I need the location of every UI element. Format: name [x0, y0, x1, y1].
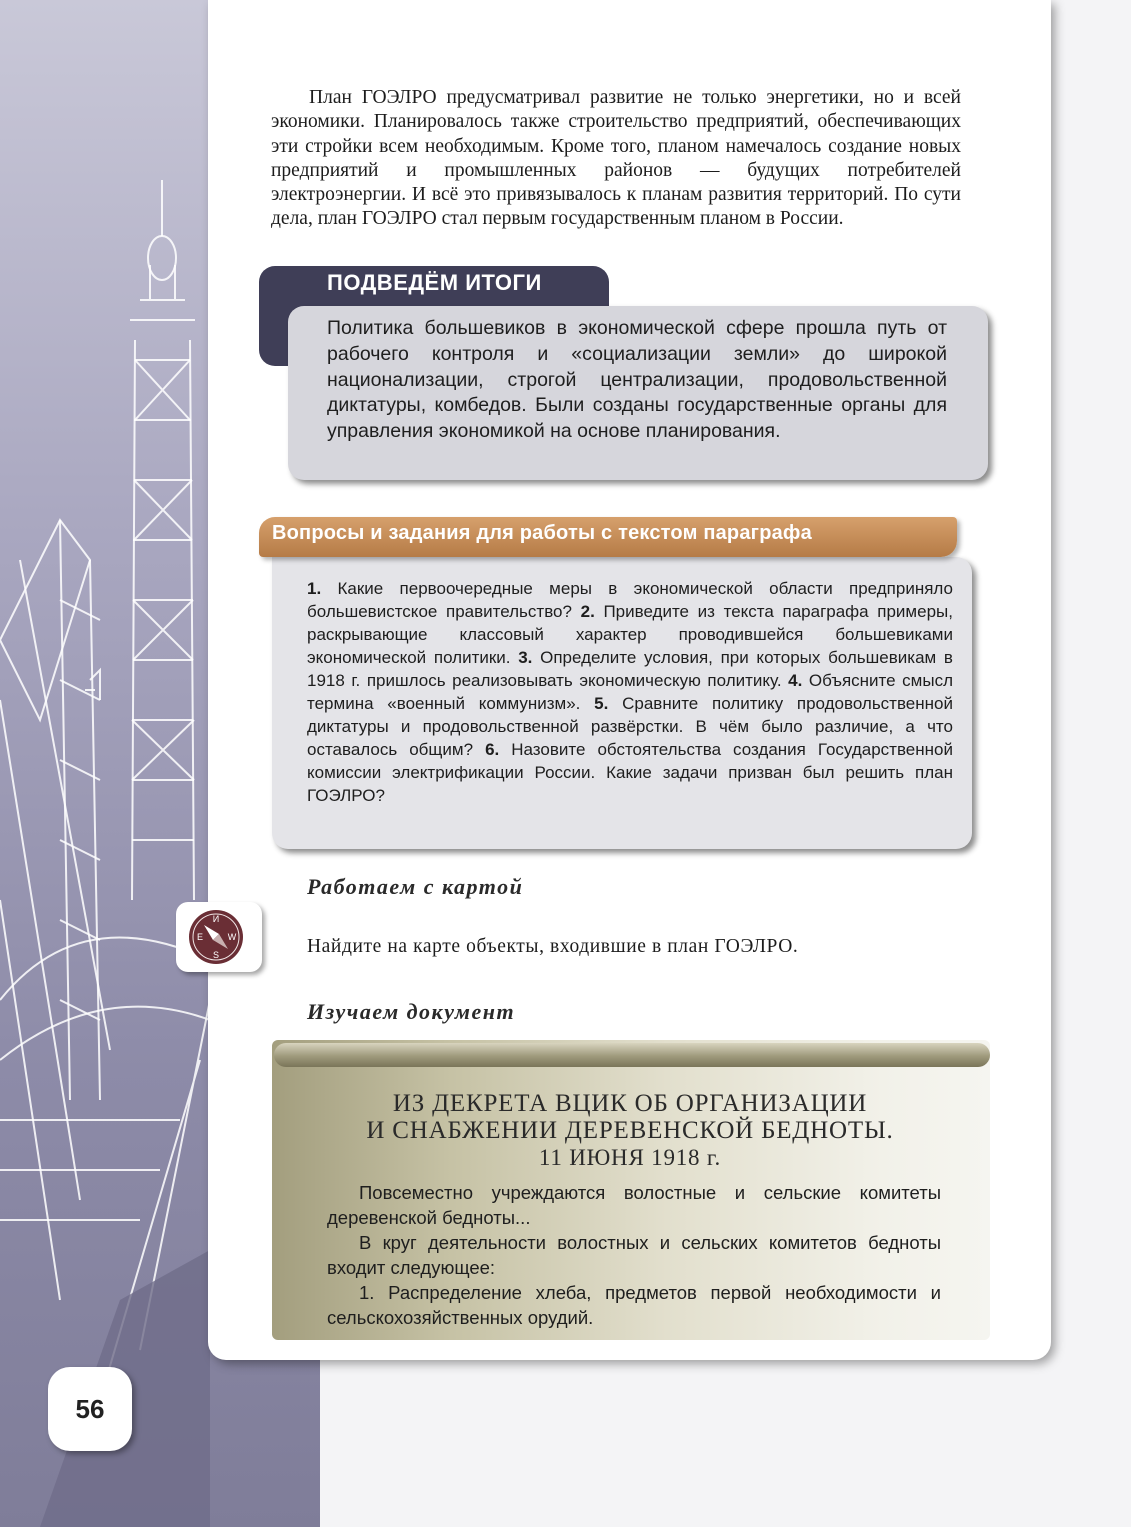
questions-list: [307, 577, 953, 807]
compass-letter-e: W: [227, 932, 237, 942]
summary-title: ПОДВЕДЁМ ИТОГИ: [327, 270, 542, 295]
map-task-text: Найдите на карте объекты, входившие в план ГОЭЛРО.: [307, 936, 799, 957]
map-section-heading: Работаем с картой: [307, 874, 524, 899]
document-text: [327, 1180, 941, 1330]
compass-letter-w: E: [196, 932, 204, 942]
question-number: 5.: [594, 694, 609, 713]
questions-title: Вопросы и задания для работы с текстом параграфа: [272, 522, 812, 544]
document-section-heading: Изучаем документ: [307, 999, 516, 1024]
compass-icon: [176, 902, 262, 972]
document-paragraph: Повсеместно учреждаются волостные и сельские комитеты деревенской бедноты...: [327, 1182, 941, 1228]
document-title-line1: ИЗ ДЕКРЕТА ВЦИК ОБ ОРГАНИЗАЦИИ: [392, 1090, 868, 1117]
question-text: Приведите из текста параграфа примеры, раскрывающие классовый характер проводившейся большевиками экономической политики.: [307, 602, 953, 667]
compass-letter-n: И: [212, 914, 220, 924]
question-number: 1.: [307, 579, 322, 598]
question-number: 6.: [485, 740, 500, 759]
question-text: Сравните политику продовольственной диктатуры и продовольственной развёрстки. В чём было различие, а что оставалось общим?: [307, 694, 953, 759]
question-number: 3.: [518, 648, 533, 667]
document-paragraph: В круг деятельности волостных и сельских комитетов бедноты входит следующее:: [327, 1232, 941, 1278]
document-title: [290, 1090, 970, 1171]
document-paragraph: 1. Распределение хлеба, предметов первой необходимости и сельскохозяйственных орудий.: [327, 1282, 941, 1328]
compass-letter-s: S: [212, 950, 220, 960]
page-number: 56: [48, 1367, 132, 1451]
document-title-line2: И СНАБЖЕНИИ ДЕРЕВЕНСКОЙ БЕДНОТЫ.: [366, 1117, 894, 1144]
scroll-rod: [274, 1043, 990, 1067]
question-number: 4.: [788, 671, 803, 690]
question-number: 2.: [580, 602, 595, 621]
summary-text: Политика большевиков в экономической сфере прошла путь от рабочего контроля и «социализации земли» до широкой национализации, строгой централизации, продовольственной диктатуры, комбедов. Были созданы государственные органы для управления экономикой на основе планирования.: [327, 317, 947, 443]
question-text: Объясните смысл термина «военный коммунизм».: [307, 671, 953, 713]
document-date: 11 ИЮНЯ 1918 г.: [538, 1145, 722, 1170]
question-text: Назовите обстоятельства создания Государственной комиссии электрификации России. Какие задачи призван был решить план ГОЭЛРО?: [307, 740, 953, 805]
question-text: Определите условия, при которых большевикам в 1918 г. пришлось реализовывать экономическую политику.: [307, 648, 953, 690]
compass-badge: [176, 902, 262, 972]
intro-paragraph: План ГОЭЛРО предусматривал развитие не только энергетики, но и всей экономики. Планировалось также строительство предприятий, обеспечивающих эти стройки всем необходимым. Кроме того, планом намечалось создание новых предприятий и промышленных районов — будущих потребителей электроэнергии. И всё это привязывалось к планам развития территорий. По сути дела, план ГОЭЛРО стал первым государственным планом в России.: [271, 87, 961, 230]
question-text: Какие первоочередные меры в экономической области предприняло большевистское правительство?: [307, 579, 953, 621]
